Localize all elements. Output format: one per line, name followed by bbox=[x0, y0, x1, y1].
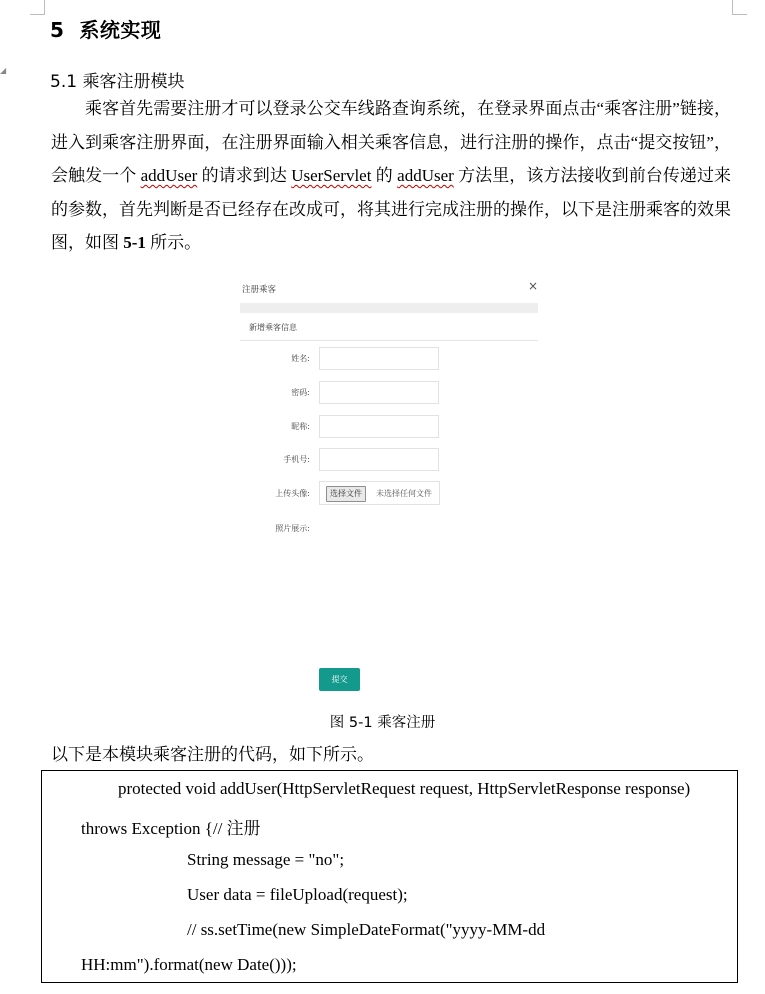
margin-corner-mark bbox=[732, 0, 747, 15]
paragraph-text: 乘客首先需要注册才可以登录公交车线路查询系统，在登录界面点击“乘客注册”链接，进入到乘客注册界面，在注册界面输入相关乘客信息，进行注册的操作，点击“提交按钮”，会触发一个 bbox=[51, 99, 731, 185]
file-status: 未选择任何文件 bbox=[376, 489, 432, 498]
dialog-title: 注册乘客 bbox=[242, 285, 277, 295]
paragraph-text: 方法里，该方法接收到前台传递过来的参数，首先判断是否已经存在改成可，将其进行完成注册的操作，以下是注册乘客的效果图，如图 bbox=[51, 166, 732, 252]
dialog-subheader: 新增乘客信息 bbox=[249, 323, 297, 332]
figure-caption: 图 5-1 乘客注册 bbox=[329, 715, 436, 731]
nickname-input[interactable] bbox=[319, 415, 439, 438]
submit-button[interactable]: 提交 bbox=[319, 668, 360, 691]
section-title: 乘客注册模块 bbox=[82, 72, 185, 92]
body-paragraph bbox=[51, 92, 731, 260]
nickname-label: 昵称: bbox=[291, 422, 310, 431]
name-label: 姓名: bbox=[291, 354, 310, 363]
password-input[interactable] bbox=[319, 381, 439, 404]
name-input[interactable] bbox=[319, 347, 439, 370]
term-adduser: addUser bbox=[140, 166, 198, 185]
dialog-divider-bar bbox=[240, 303, 538, 313]
chapter-number: 5 bbox=[50, 18, 65, 42]
choose-file-button[interactable]: 选择文件 bbox=[326, 486, 366, 502]
code-line: // ss.setTime(new SimpleDateFormat("yyyy-MM-dd bbox=[187, 920, 546, 939]
code-line: String message = "no"; bbox=[187, 850, 345, 869]
margin-corner-mark bbox=[30, 0, 45, 15]
outline-collapse-icon[interactable]: ◢ bbox=[0, 66, 7, 75]
code-line: throws Exception {// 注册 bbox=[81, 819, 261, 838]
figure-reference: 5-1 bbox=[123, 233, 146, 252]
chapter-title: 系统实现 bbox=[79, 18, 162, 42]
term-adduser: addUser bbox=[397, 166, 454, 185]
paragraph-text: 所示。 bbox=[145, 233, 202, 252]
figure-registration-dialog bbox=[236, 273, 542, 703]
code-line: User data = fileUpload(request); bbox=[187, 885, 408, 904]
divider bbox=[240, 340, 538, 341]
code-line: protected void addUser(HttpServletRequest request, HttpServletResponse response) bbox=[118, 779, 691, 798]
code-line: HH:mm").format(new Date())); bbox=[81, 955, 297, 974]
chapter-heading bbox=[50, 14, 161, 43]
phone-label: 手机号: bbox=[283, 455, 310, 464]
paragraph-text: 的请求到达 bbox=[197, 166, 292, 185]
term-userservlet: UserServlet bbox=[291, 166, 372, 185]
code-block bbox=[41, 770, 738, 983]
close-icon[interactable]: × bbox=[527, 279, 538, 293]
photo-preview-label: 照片展示: bbox=[275, 524, 310, 533]
phone-input[interactable] bbox=[319, 448, 439, 471]
password-label: 密码: bbox=[291, 388, 310, 397]
section-number: 5.1 bbox=[50, 72, 78, 92]
paragraph-text: 的 bbox=[371, 166, 398, 185]
avatar-file-input[interactable] bbox=[319, 481, 440, 505]
section-heading bbox=[50, 67, 184, 92]
code-intro: 以下是本模块乘客注册的代码，如下所示。 bbox=[51, 745, 374, 764]
avatar-upload-label: 上传头像: bbox=[275, 489, 310, 498]
